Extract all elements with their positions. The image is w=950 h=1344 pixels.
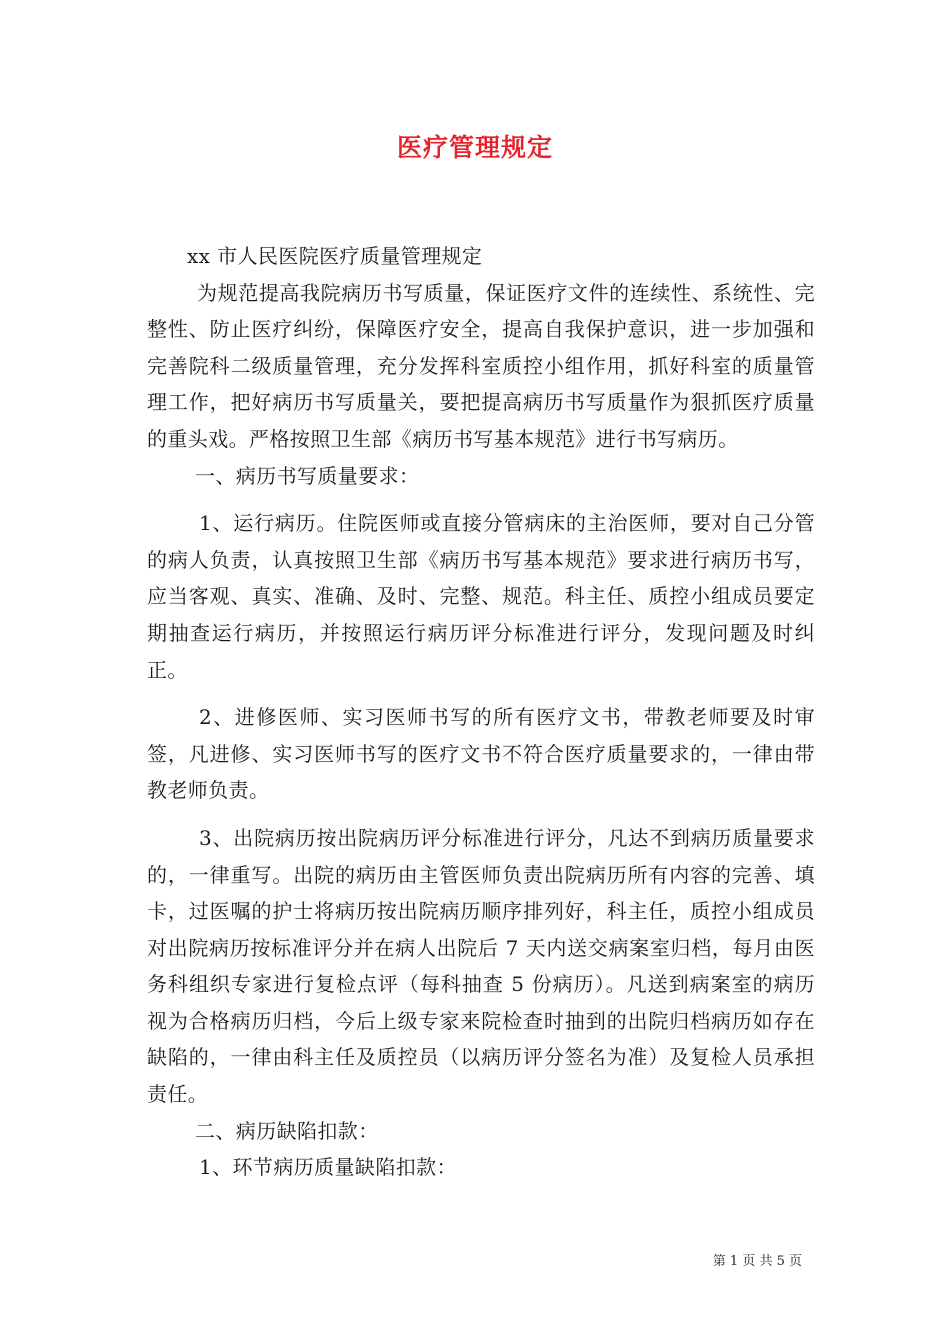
section-1-heading: 一、病历书写质量要求： — [195, 463, 420, 488]
document-subtitle: xx 市人民医院医疗质量管理规定 — [187, 244, 483, 268]
section-2-item-1: 1、环节病历质量缺陷扣款： — [199, 1155, 457, 1180]
document-title: 医疗管理规定 — [396, 133, 553, 162]
document-body — [147, 238, 815, 1186]
intro-paragraph: 为规范提高我院病历书写质量，保证医疗文件的连续性、系统性、完整性、防止医疗纠纷，保障医疗安全，提高自我保护意识，进一步加强和完善院科二级质量管理，充分发挥科室质控小组作用，抓好科室的质量管理工作，把好病历书写质量关，要把提高病历书写质量作为狠抓医疗质量的重头戏。严格按照卫生部《病历书写基本规范》进行书写病历。 — [147, 280, 815, 451]
section-1-item-3: 3、出院病历按出院病历评分标准进行评分，凡达不到病历质量要求的，一律重写。出院的病历由主管医师负责出院病历所有内容的完善、填卡，过医嘱的护士将病历按出院病历顺序排列好，科主任，质控小组成员对出院病历按标准评分并在病人出院后 7 天内送交病案室归档，每月由医务科组织专家进行复检点评（每科抽查 5 份病历）。凡送到病案室的病历视为合格病历归档，今后上级专家来院检查时抽到的出院归档病历如存在缺陷的，一律由科主任及质控员（以病历评分签名为准）及复检人员承担责任。 — [147, 825, 815, 1107]
section-1-item-1: 1、运行病历。住院医师或直接分管病床的主治医师，要对自己分管的病人负责，认真按照卫生部《病历书写基本规范》要求进行病历书写，应当客观、真实、准确、及时、完整、规范。科主任、质控小组成员要定期抽查运行病历，并按照运行病历评分标准进行评分，发现问题及时纠正。 — [147, 511, 815, 682]
section-2-heading: 二、病历缺陷扣款： — [195, 1118, 379, 1143]
section-1-item-2: 2、进修医师、实习医师书写的所有医疗文书，带教老师要及时审签，凡进修、实习医师书写的医疗文书不符合医疗质量要求的，一律由带教老师负责。 — [147, 705, 815, 803]
page-number: 第 1 页 共 5 页 — [712, 1254, 802, 1269]
